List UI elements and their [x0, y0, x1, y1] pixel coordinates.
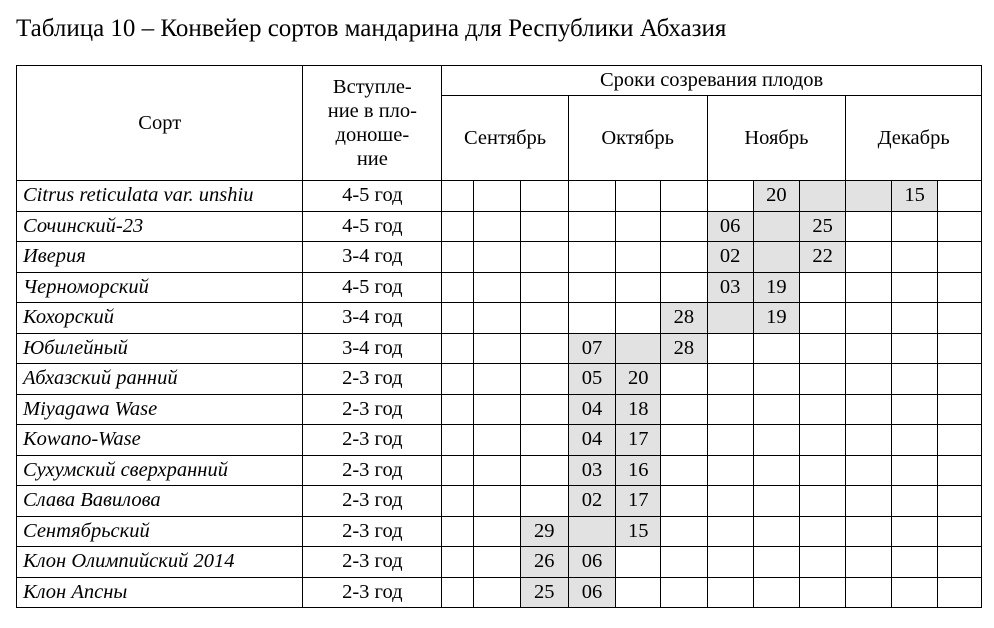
ripening-period-cell	[800, 577, 846, 608]
entry-into-fruiting: 2-3 год	[303, 547, 442, 578]
ripening-period-cell: 03	[568, 455, 615, 486]
ripening-period-cell	[892, 455, 937, 486]
ripening-period-cell	[474, 303, 520, 334]
ripening-period-cell	[661, 577, 707, 608]
entry-into-fruiting: 2-3 год	[303, 577, 442, 608]
ripening-period-cell	[937, 272, 981, 303]
ripening-period-cell: 04	[568, 425, 615, 456]
table-row	[17, 455, 982, 486]
table-row	[17, 333, 982, 364]
ripening-period-cell	[937, 364, 981, 395]
ripening-period-cell	[846, 333, 892, 364]
ripening-period-cell	[937, 425, 981, 456]
ripening-period-cell	[753, 486, 799, 517]
ripening-period-cell	[892, 272, 937, 303]
entry-into-fruiting: 4-5 год	[303, 181, 442, 212]
ripening-period-cell	[892, 211, 937, 242]
ripening-period-cell	[520, 455, 568, 486]
ripening-period-cell	[661, 486, 707, 517]
table-row	[17, 547, 982, 578]
ripening-period-cell	[520, 425, 568, 456]
entry-into-fruiting: 4-5 год	[303, 211, 442, 242]
ripening-period-cell	[568, 516, 615, 547]
ripening-period-cell	[474, 211, 520, 242]
ripening-period-cell	[937, 486, 981, 517]
ripening-period-cell	[442, 394, 474, 425]
ripening-period-cell	[800, 333, 846, 364]
ripening-period-cell	[520, 181, 568, 212]
ripening-period-cell: 28	[661, 303, 707, 334]
ripening-period-cell	[800, 455, 846, 486]
ripening-period-cell	[937, 242, 981, 273]
ripening-period-cell	[474, 516, 520, 547]
ripening-period-cell	[520, 364, 568, 395]
ripening-period-cell	[442, 364, 474, 395]
ripening-period-cell: 17	[616, 486, 661, 517]
ripening-period-cell: 26	[520, 547, 568, 578]
ripening-period-cell: 15	[616, 516, 661, 547]
table-row	[17, 516, 982, 547]
ripening-period-cell	[661, 242, 707, 273]
variety-name: Сочинский-23	[17, 211, 303, 242]
entry-into-fruiting: 3-4 год	[303, 303, 442, 334]
ripening-period-cell	[474, 425, 520, 456]
ripening-period-cell	[937, 394, 981, 425]
ripening-period-cell	[707, 425, 753, 456]
header-entry-into-fruiting	[303, 66, 442, 181]
ripening-period-cell	[707, 486, 753, 517]
ripening-period-cell: 15	[892, 181, 937, 212]
ripening-period-cell	[800, 303, 846, 334]
ripening-period-cell	[442, 547, 474, 578]
ripening-period-cell	[892, 425, 937, 456]
ripening-period-cell	[892, 242, 937, 273]
ripening-period-cell	[846, 455, 892, 486]
ripening-period-cell: 17	[616, 425, 661, 456]
ripening-period-cell	[661, 425, 707, 456]
entry-into-fruiting: 2-3 год	[303, 394, 442, 425]
ripening-period-cell: 18	[616, 394, 661, 425]
ripening-period-cell	[520, 242, 568, 273]
ripening-period-cell	[846, 425, 892, 456]
ripening-period-cell	[707, 516, 753, 547]
entry-into-fruiting: 2-3 год	[303, 455, 442, 486]
ripening-period-cell	[707, 394, 753, 425]
table-row	[17, 211, 982, 242]
variety-name: Miyagawa Wase	[17, 394, 303, 425]
ripening-period-cell	[442, 242, 474, 273]
header-entry-line: доноше-	[335, 124, 410, 146]
ripening-period-cell: 02	[707, 242, 753, 273]
ripening-period-cell	[892, 516, 937, 547]
ripening-period-cell	[800, 486, 846, 517]
ripening-period-cell	[442, 272, 474, 303]
header-variety: Сорт	[17, 66, 303, 181]
entry-into-fruiting: 2-3 год	[303, 425, 442, 456]
ripening-period-cell: 28	[661, 333, 707, 364]
ripening-period-cell	[937, 211, 981, 242]
table-row	[17, 394, 982, 425]
ripening-period-cell	[937, 577, 981, 608]
ripening-period-cell	[846, 211, 892, 242]
ripening-period-cell: 25	[520, 577, 568, 608]
ripening-period-cell	[846, 181, 892, 212]
ripening-period-cell	[846, 364, 892, 395]
ripening-period-cell	[616, 211, 661, 242]
ripening-period-cell	[846, 516, 892, 547]
ripening-period-cell	[707, 333, 753, 364]
ripening-period-cell	[661, 516, 707, 547]
ripening-period-cell: 29	[520, 516, 568, 547]
ripening-period-cell	[474, 364, 520, 395]
ripening-period-cell	[442, 455, 474, 486]
ripening-period-cell: 19	[753, 272, 799, 303]
ripening-period-cell	[800, 364, 846, 395]
ripening-period-cell	[846, 577, 892, 608]
ripening-period-cell	[661, 547, 707, 578]
entry-into-fruiting: 3-4 год	[303, 242, 442, 273]
ripening-period-cell	[474, 547, 520, 578]
ripening-period-cell	[753, 364, 799, 395]
ripening-period-cell	[846, 486, 892, 517]
ripening-period-cell: 06	[568, 577, 615, 608]
header-entry-line: ние	[356, 148, 388, 170]
ripening-period-cell: 04	[568, 394, 615, 425]
entry-into-fruiting: 2-3 год	[303, 486, 442, 517]
ripening-period-cell	[474, 455, 520, 486]
ripening-period-cell	[520, 333, 568, 364]
ripening-period-cell	[800, 272, 846, 303]
table-row	[17, 272, 982, 303]
ripening-period-cell	[937, 333, 981, 364]
ripening-period-cell	[474, 333, 520, 364]
ripening-period-cell	[520, 394, 568, 425]
ripening-period-cell	[442, 181, 474, 212]
variety-name: Клон Апсны	[17, 577, 303, 608]
ripening-period-cell	[753, 516, 799, 547]
ripening-period-cell	[442, 516, 474, 547]
ripening-period-cell	[474, 242, 520, 273]
ripening-period-cell	[753, 577, 799, 608]
ripening-period-cell	[753, 211, 799, 242]
ripening-period-cell: 06	[707, 211, 753, 242]
table-row	[17, 577, 982, 608]
ripening-period-cell	[616, 303, 661, 334]
ripening-period-cell: 16	[616, 455, 661, 486]
header-month-september: Сентябрь	[442, 96, 569, 181]
ripening-period-cell	[442, 211, 474, 242]
ripening-period-cell	[800, 181, 846, 212]
table-row	[17, 242, 982, 273]
table-row	[17, 303, 982, 334]
ripening-period-cell	[661, 364, 707, 395]
ripening-period-cell	[568, 272, 615, 303]
ripening-conveyor-table	[16, 65, 982, 608]
ripening-period-cell	[474, 394, 520, 425]
ripening-period-cell	[846, 303, 892, 334]
ripening-period-cell	[892, 547, 937, 578]
variety-name: Слава Вавилова	[17, 486, 303, 517]
ripening-period-cell	[753, 425, 799, 456]
ripening-period-cell	[520, 272, 568, 303]
ripening-period-cell	[846, 242, 892, 273]
ripening-period-cell	[520, 486, 568, 517]
ripening-period-cell	[442, 577, 474, 608]
variety-name: Сухумский сверхранний	[17, 455, 303, 486]
ripening-period-cell	[442, 303, 474, 334]
variety-name: Абхазский ранний	[17, 364, 303, 395]
table-row	[17, 181, 982, 212]
ripening-period-cell	[707, 547, 753, 578]
table-row	[17, 486, 982, 517]
ripening-period-cell	[442, 486, 474, 517]
ripening-period-cell	[800, 394, 846, 425]
ripening-period-cell	[661, 272, 707, 303]
entry-into-fruiting: 4-5 год	[303, 272, 442, 303]
ripening-period-cell	[800, 516, 846, 547]
ripening-period-cell	[474, 181, 520, 212]
ripening-period-cell	[520, 303, 568, 334]
ripening-period-cell	[707, 364, 753, 395]
ripening-period-cell	[616, 577, 661, 608]
table-row	[17, 364, 982, 395]
ripening-period-cell: 06	[568, 547, 615, 578]
ripening-period-cell	[892, 577, 937, 608]
ripening-period-cell	[937, 516, 981, 547]
ripening-period-cell: 07	[568, 333, 615, 364]
ripening-period-cell	[892, 364, 937, 395]
ripening-period-cell	[707, 303, 753, 334]
ripening-period-cell	[892, 303, 937, 334]
ripening-period-cell	[661, 455, 707, 486]
entry-into-fruiting: 2-3 год	[303, 516, 442, 547]
header-month-december: Декабрь	[846, 96, 982, 181]
header-row-1	[17, 66, 982, 96]
ripening-period-cell	[568, 242, 615, 273]
ripening-period-cell: 02	[568, 486, 615, 517]
ripening-period-cell	[800, 425, 846, 456]
variety-name: Сентябрьский	[17, 516, 303, 547]
ripening-period-cell	[707, 577, 753, 608]
ripening-period-cell	[568, 211, 615, 242]
ripening-period-cell	[892, 333, 937, 364]
ripening-period-cell: 22	[800, 242, 846, 273]
header-month-october: Октябрь	[568, 96, 707, 181]
ripening-period-cell	[568, 303, 615, 334]
ripening-period-cell	[937, 547, 981, 578]
ripening-period-cell	[661, 394, 707, 425]
ripening-period-cell	[892, 486, 937, 517]
variety-name: Kowano-Wase	[17, 425, 303, 456]
table-caption: Таблица 10 – Конвейер сортов мандарина для Республики Абхазия	[16, 15, 727, 42]
ripening-period-cell	[661, 181, 707, 212]
variety-name: Черноморский	[17, 272, 303, 303]
header-month-november: Ноябрь	[707, 96, 846, 181]
ripening-period-cell: 05	[568, 364, 615, 395]
ripening-period-cell	[707, 181, 753, 212]
ripening-period-cell	[474, 486, 520, 517]
ripening-period-cell	[474, 272, 520, 303]
ripening-period-cell	[753, 394, 799, 425]
ripening-period-cell: 25	[800, 211, 846, 242]
variety-name: Citrus reticulata var. unshiu	[17, 181, 303, 212]
ripening-period-cell	[800, 547, 846, 578]
entry-into-fruiting: 3-4 год	[303, 333, 442, 364]
ripening-period-cell: 03	[707, 272, 753, 303]
header-ripening-period: Сроки созревания плодов	[442, 66, 982, 96]
header-entry-line: Вступле-	[332, 76, 412, 98]
ripening-period-cell	[846, 272, 892, 303]
entry-into-fruiting: 2-3 год	[303, 364, 442, 395]
ripening-period-cell	[616, 242, 661, 273]
ripening-period-cell	[753, 333, 799, 364]
ripening-period-cell	[707, 455, 753, 486]
ripening-period-cell	[937, 181, 981, 212]
ripening-period-cell: 20	[753, 181, 799, 212]
ripening-period-cell	[753, 455, 799, 486]
variety-name: Кохорский	[17, 303, 303, 334]
ripening-period-cell	[616, 272, 661, 303]
ripening-period-cell	[892, 394, 937, 425]
table-row	[17, 425, 982, 456]
ripening-period-cell: 20	[616, 364, 661, 395]
ripening-period-cell	[568, 181, 615, 212]
ripening-period-cell	[846, 547, 892, 578]
ripening-period-cell	[616, 547, 661, 578]
ripening-period-cell	[661, 211, 707, 242]
ripening-period-cell	[753, 242, 799, 273]
ripening-period-cell	[442, 333, 474, 364]
ripening-period-cell	[616, 181, 661, 212]
ripening-period-cell	[474, 577, 520, 608]
variety-name: Юбилейный	[17, 333, 303, 364]
ripening-period-cell	[520, 211, 568, 242]
variety-name: Иверия	[17, 242, 303, 273]
ripening-period-cell	[937, 455, 981, 486]
ripening-period-cell	[753, 547, 799, 578]
ripening-period-cell	[616, 333, 661, 364]
variety-name: Клон Олимпийский 2014	[17, 547, 303, 578]
ripening-period-cell: 19	[753, 303, 799, 334]
header-entry-line: ние в пло-	[327, 100, 417, 122]
ripening-period-cell	[846, 394, 892, 425]
ripening-period-cell	[442, 425, 474, 456]
ripening-period-cell	[937, 303, 981, 334]
